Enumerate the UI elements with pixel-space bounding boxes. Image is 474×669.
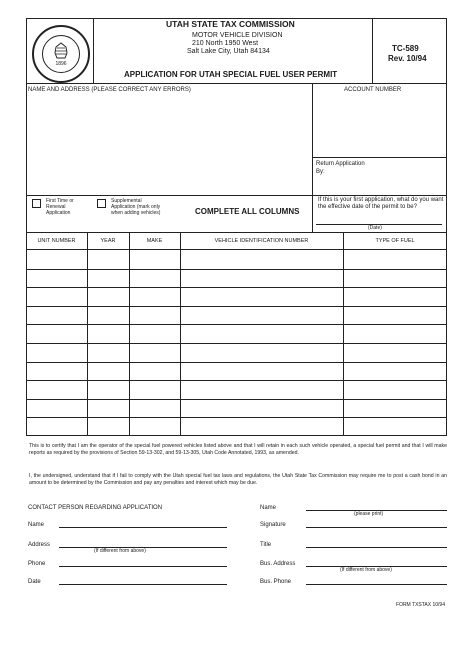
- form-code: FORM TXSTAX 10/94: [396, 602, 445, 608]
- street-address: 210 North 1950 West: [192, 40, 259, 47]
- column-header-vin: VEHICLE IDENTIFICATION NUMBER: [214, 238, 309, 244]
- bus-address-label: Bus. Address: [260, 561, 296, 567]
- division-name: MOTOR VEHICLE DIVISION: [192, 32, 283, 39]
- table-row[interactable]: [27, 288, 446, 306]
- table-row[interactable]: [27, 400, 446, 418]
- header-left-divider: [93, 18, 94, 84]
- seal-year: 1896: [55, 60, 67, 67]
- beehive-icon: [50, 42, 72, 60]
- signer-name-label: Name: [260, 505, 277, 511]
- bus-phone-label: Bus. Phone: [260, 579, 292, 585]
- account-divider: [312, 83, 313, 196]
- please-print: (please print): [354, 511, 384, 517]
- page-title: APPLICATION FOR UTAH SPECIAL FUEL USER PERMIT: [124, 70, 338, 79]
- date-label: (Date): [368, 225, 382, 231]
- contact-name-line[interactable]: [59, 527, 227, 528]
- effective-date-question: If this is your first application, what do you want the effective date of the permit to be?: [318, 197, 444, 210]
- agency-name: UTAH STATE TAX COMMISSION: [166, 19, 295, 29]
- contact-heading: CONTACT PERSON REGARDING APPLICATION: [28, 505, 163, 511]
- first-time-checkbox[interactable]: [32, 199, 41, 208]
- supplemental-label: Supplemental Application (mark only when adding vehicles): [111, 198, 161, 216]
- table-header-line: [26, 249, 447, 250]
- supplemental-checkbox[interactable]: [97, 199, 106, 208]
- table-row[interactable]: [27, 344, 446, 362]
- column-header-make: MAKE: [146, 238, 163, 244]
- contact-if-different: (If different from above): [94, 548, 146, 554]
- column-header-fuel: TYPE OF FUEL: [375, 238, 415, 244]
- table-row[interactable]: [27, 251, 446, 269]
- table-row[interactable]: [27, 270, 446, 288]
- table-row[interactable]: [27, 418, 446, 436]
- title-label: Title: [260, 542, 272, 548]
- header-right-divider: [372, 18, 373, 84]
- contact-date-line[interactable]: [59, 584, 227, 585]
- return-divider: [312, 157, 447, 158]
- signature-line[interactable]: [306, 527, 447, 528]
- title-line[interactable]: [306, 547, 447, 548]
- table-row[interactable]: [27, 363, 446, 381]
- column-header-unit: UNIT NUMBER: [37, 238, 76, 244]
- table-row[interactable]: [27, 307, 446, 325]
- table-row[interactable]: [27, 381, 446, 399]
- signature-label: Signature: [260, 522, 286, 528]
- by-label: By:: [316, 169, 325, 175]
- table-row[interactable]: [27, 325, 446, 343]
- certification-paragraph-2: I, the undersigned, understand that if I fail to comply with the Utah special fuel tax laws and regulations, the Utah State Tax Commission may require me to post a cash bond in an amount to be determined by the Commission and pay any penalties and interest which may be due.: [29, 473, 447, 486]
- complete-all-columns: COMPLETE ALL COLUMNS: [195, 207, 300, 216]
- first-time-label: First Time or Renewal Application: [46, 198, 74, 216]
- options-divider: [312, 195, 313, 233]
- account-number-label: ACCOUNT NUMBER: [344, 87, 402, 93]
- applicant-frame: [26, 83, 447, 196]
- contact-name-label: Name: [28, 522, 45, 528]
- form-revision: Rev. 10/94: [388, 54, 427, 63]
- contact-phone-label: Phone: [28, 561, 46, 567]
- bus-if-different: (If different from above): [340, 567, 392, 573]
- seal-emblem-icon: [42, 35, 80, 73]
- contact-date-label: Date: [28, 579, 41, 585]
- form-number: TC-589: [392, 44, 419, 53]
- contact-phone-line[interactable]: [59, 566, 227, 567]
- city-address: Salt Lake City, Utah 84134: [187, 48, 270, 55]
- bus-phone-line[interactable]: [306, 584, 447, 585]
- return-application-label: Return Application: [316, 161, 365, 167]
- contact-address-label: Address: [28, 542, 51, 548]
- column-header-year: YEAR: [100, 238, 116, 244]
- certification-paragraph-1: This is to certify that I am the operator of the special fuel powered vehicles listed above and that I will retain in each such vehicle operated, a special fuel permit and that I will make reports as required by the provisions of Section 59-13-302, and 59-13-305, Utah Code Annotated, 1993, as amended.: [29, 443, 447, 456]
- state-seal: [32, 25, 90, 83]
- name-address-label: NAME AND ADDRESS (PLEASE CORRECT ANY ERRORS): [28, 87, 191, 93]
